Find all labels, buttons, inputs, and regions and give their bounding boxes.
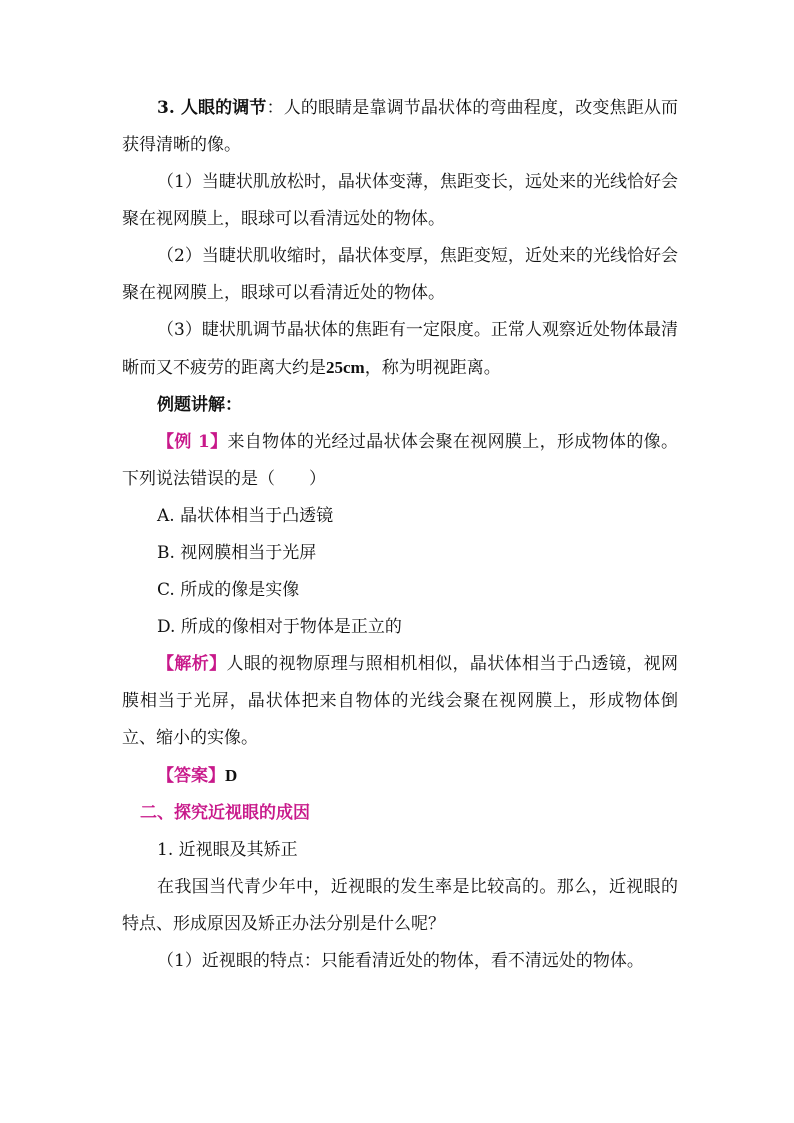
item3-distance-value: 25cm xyxy=(326,358,365,377)
section3-item-2: （2）当睫状肌收缩时，晶状体变厚，焦距变短，近处来的光线恰好会聚在视网膜上，眼球可以看清近处的物体。 xyxy=(122,246,678,303)
section3-title: 3. 人眼的调节 xyxy=(157,98,267,118)
option-d: D. 所成的像相对于物体是正立的 xyxy=(157,617,402,637)
document-page xyxy=(122,90,678,980)
example-heading: 例题讲解： xyxy=(157,395,242,415)
analysis-paragraph xyxy=(122,646,678,757)
section3-item-1: （1）当睫状肌放松时，晶状体变薄，焦距变长，远处来的光线恰好会聚在视网膜上，眼球可以看清远处的物体。 xyxy=(122,172,678,229)
option-b: B. 视网膜相当于光屏 xyxy=(157,543,317,563)
section2-text: 在我国当代青少年中，近视眼的发生率是比较高的。那么，近视眼的特点、形成原因及矫正办法分别是什么呢？ xyxy=(122,877,678,934)
section2-heading: 二、探究近视眼的成因 xyxy=(140,803,310,823)
answer-tag: 【答案】 xyxy=(157,766,225,786)
example-question: 来自物体的光经过晶状体会聚在视网膜上，形成物体的像。下列说法错误的是（ ） xyxy=(122,432,679,489)
example-question-paragraph xyxy=(122,424,678,498)
answer-paragraph xyxy=(122,757,678,795)
item3-text-before: （3）睫状肌调节晶状体的焦距有一定限度。正常人观察近处物体最清晰而又不疲劳的距离大约是 xyxy=(122,320,678,378)
answer-value: D xyxy=(225,766,238,785)
section2-point-1: （1）近视眼的特点：只能看清近处的物体，看不清远处的物体。 xyxy=(157,951,644,971)
item3-text-after: ，称为明视距离。 xyxy=(364,358,501,378)
example-tag: 【例 1】 xyxy=(157,432,228,452)
analysis-text: 人眼的视物原理与照相机相似，晶状体相当于凸透镜，视网膜相当于光屏，晶状体把来自物体的光线会聚在视网膜上，形成物体倒立、缩小的实像。 xyxy=(122,654,679,748)
section3-intro: ：人的眼睛是靠调节晶状体的弯曲程度，改变焦距从而获得清晰的像。 xyxy=(122,98,678,155)
option-c: C. 所成的像是实像 xyxy=(157,580,300,600)
option-a: A. 晶状体相当于凸透镜 xyxy=(157,506,334,526)
section2-subheading: 1. 近视眼及其矫正 xyxy=(157,840,298,860)
section3-item-3 xyxy=(122,312,678,387)
analysis-tag: 【解析】 xyxy=(157,654,227,674)
section3-intro-paragraph xyxy=(122,90,678,164)
